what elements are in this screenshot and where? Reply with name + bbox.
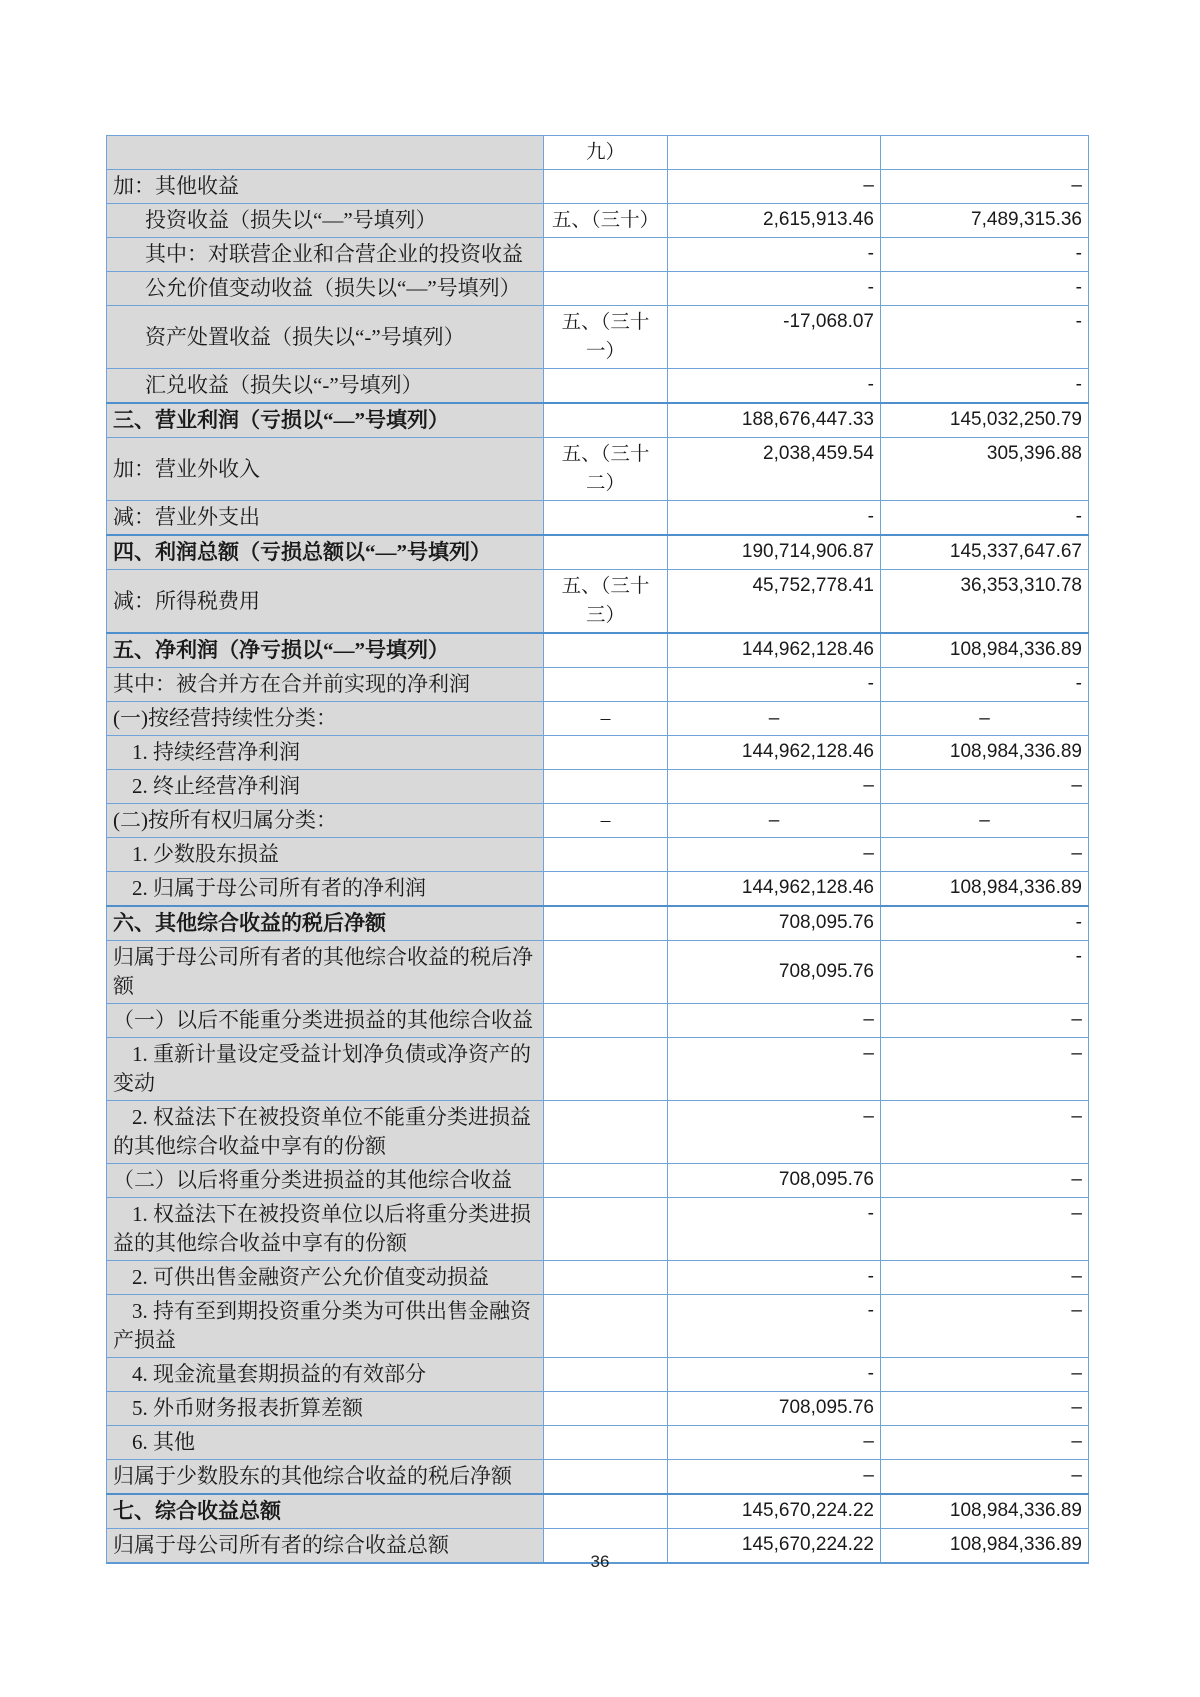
item-label-cell: 2. 归属于母公司所有者的净利润 (107, 872, 544, 907)
current-period-amount-cell: – (668, 770, 881, 804)
current-period-amount-cell: – (668, 1460, 881, 1495)
table-row (107, 770, 1089, 804)
prior-period-amount-cell: – (881, 170, 1089, 204)
prior-period-amount-cell: 305,396.88 (881, 438, 1089, 501)
prior-period-amount-cell: - (881, 306, 1089, 369)
table-row (107, 570, 1089, 634)
prior-period-amount-cell: – (881, 1004, 1089, 1038)
item-label-cell: 3. 持有至到期投资重分类为可供出售金融资产损益 (107, 1295, 544, 1358)
item-label-cell: 投资收益（损失以“—”号填列） (107, 204, 544, 238)
prior-period-amount-cell: 108,984,336.89 (881, 1529, 1089, 1564)
item-label-cell: 2. 权益法下在被投资单位不能重分类进损益的其他综合收益中享有的份额 (107, 1101, 544, 1164)
item-label-cell: 加：其他收益 (107, 170, 544, 204)
current-period-amount-cell: - (668, 272, 881, 306)
prior-period-amount-cell: - (881, 668, 1089, 702)
note-reference-cell (544, 238, 668, 272)
item-label-cell: (一)按经营持续性分类： (107, 702, 544, 736)
item-label-cell: 归属于母公司所有者的综合收益总额 (107, 1529, 544, 1564)
note-reference-cell (544, 770, 668, 804)
item-label-cell: 5. 外币财务报表折算差额 (107, 1392, 544, 1426)
current-period-amount-cell: – (668, 170, 881, 204)
item-label-cell: 1. 少数股东损益 (107, 838, 544, 872)
table-row (107, 1295, 1089, 1358)
prior-period-amount-cell: – (881, 1198, 1089, 1261)
current-period-amount-cell: 2,038,459.54 (668, 438, 881, 501)
item-label-cell: 1. 持续经营净利润 (107, 736, 544, 770)
current-period-amount-cell: 708,095.76 (668, 941, 881, 1004)
current-period-amount-cell: 145,670,224.22 (668, 1494, 881, 1529)
table-row (107, 1038, 1089, 1101)
current-period-amount-cell: – (668, 1101, 881, 1164)
note-reference-cell (544, 1101, 668, 1164)
note-reference-cell (544, 369, 668, 404)
table-row (107, 1494, 1089, 1529)
table-row (107, 204, 1089, 238)
item-label-cell: 公允价值变动收益（损失以“—”号填列） (107, 272, 544, 306)
item-label-cell: 1. 重新计量设定受益计划净负债或净资产的变动 (107, 1038, 544, 1101)
note-reference-cell (544, 1004, 668, 1038)
prior-period-amount-cell: 145,337,647.67 (881, 535, 1089, 570)
note-reference-cell (544, 838, 668, 872)
item-label-cell: 五、净利润（净亏损以“—”号填列） (107, 633, 544, 668)
income-statement-body (107, 136, 1089, 1564)
item-label-cell: 汇兑收益（损失以“-”号填列） (107, 369, 544, 404)
current-period-amount-cell: – (668, 702, 881, 736)
item-label-cell: 2. 可供出售金融资产公允价值变动损益 (107, 1261, 544, 1295)
prior-period-amount-cell: - (881, 238, 1089, 272)
table-row (107, 1426, 1089, 1460)
prior-period-amount-cell: - (881, 941, 1089, 1004)
note-reference-cell (544, 1426, 668, 1460)
table-row (107, 906, 1089, 941)
prior-period-amount-cell: - (881, 369, 1089, 404)
note-reference-cell (544, 170, 668, 204)
table-row (107, 872, 1089, 907)
item-label-cell: 归属于母公司所有者的其他综合收益的税后净额 (107, 941, 544, 1004)
note-reference-cell (544, 1392, 668, 1426)
item-label-cell: （一）以后不能重分类进损益的其他综合收益 (107, 1004, 544, 1038)
item-label-cell (107, 136, 544, 170)
note-reference-cell (544, 535, 668, 570)
table-row (107, 238, 1089, 272)
note-reference-cell (544, 906, 668, 941)
prior-period-amount-cell (881, 136, 1089, 170)
current-period-amount-cell: - (668, 501, 881, 536)
note-reference-cell (544, 1460, 668, 1495)
note-reference-cell (544, 272, 668, 306)
prior-period-amount-cell: 108,984,336.89 (881, 872, 1089, 907)
prior-period-amount-cell: 7,489,315.36 (881, 204, 1089, 238)
item-label-cell: 1. 权益法下在被投资单位以后将重分类进损益的其他综合收益中享有的份额 (107, 1198, 544, 1261)
note-reference-cell: 九） (544, 136, 668, 170)
prior-period-amount-cell: – (881, 770, 1089, 804)
current-period-amount-cell: – (668, 1426, 881, 1460)
item-label-cell: (二)按所有权归属分类： (107, 804, 544, 838)
current-period-amount-cell: -17,068.07 (668, 306, 881, 369)
table-row (107, 1198, 1089, 1261)
prior-period-amount-cell: – (881, 1101, 1089, 1164)
note-reference-cell (544, 1038, 668, 1101)
table-row (107, 170, 1089, 204)
prior-period-amount-cell: 108,984,336.89 (881, 633, 1089, 668)
item-label-cell: （二）以后将重分类进损益的其他综合收益 (107, 1164, 544, 1198)
prior-period-amount-cell: – (881, 1038, 1089, 1101)
note-reference-cell (544, 1494, 668, 1529)
item-label-cell: 七、综合收益总额 (107, 1494, 544, 1529)
table-row (107, 702, 1089, 736)
note-reference-cell: 五、（三十） (544, 204, 668, 238)
table-row (107, 736, 1089, 770)
current-period-amount-cell: - (668, 1261, 881, 1295)
income-statement-table (106, 135, 1089, 1564)
item-label-cell: 其中：对联营企业和合营企业的投资收益 (107, 238, 544, 272)
table-row (107, 438, 1089, 501)
current-period-amount-cell: - (668, 668, 881, 702)
current-period-amount-cell: - (668, 1295, 881, 1358)
prior-period-amount-cell: – (881, 1358, 1089, 1392)
table-row (107, 1004, 1089, 1038)
item-label-cell: 6. 其他 (107, 1426, 544, 1460)
table-row (107, 804, 1089, 838)
current-period-amount-cell: 144,962,128.46 (668, 633, 881, 668)
note-reference-cell (544, 941, 668, 1004)
item-label-cell: 加：营业外收入 (107, 438, 544, 501)
note-reference-cell (544, 403, 668, 438)
note-reference-cell (544, 668, 668, 702)
current-period-amount-cell: 708,095.76 (668, 1392, 881, 1426)
current-period-amount-cell: - (668, 238, 881, 272)
prior-period-amount-cell: – (881, 702, 1089, 736)
table-row (107, 1358, 1089, 1392)
page-number: 36 (590, 1552, 610, 1571)
prior-period-amount-cell: 108,984,336.89 (881, 736, 1089, 770)
prior-period-amount-cell: - (881, 272, 1089, 306)
table-row (107, 369, 1089, 404)
item-label-cell: 三、营业利润（亏损以“—”号填列） (107, 403, 544, 438)
note-reference-cell (544, 633, 668, 668)
table-row (107, 306, 1089, 369)
current-period-amount-cell: 144,962,128.46 (668, 872, 881, 907)
current-period-amount-cell: – (668, 804, 881, 838)
note-reference-cell (544, 872, 668, 907)
prior-period-amount-cell: – (881, 1164, 1089, 1198)
table-row (107, 1392, 1089, 1426)
note-reference-cell (544, 1198, 668, 1261)
prior-period-amount-cell: – (881, 804, 1089, 838)
table-row (107, 403, 1089, 438)
table-row (107, 633, 1089, 668)
current-period-amount-cell: 190,714,906.87 (668, 535, 881, 570)
table-row (107, 1164, 1089, 1198)
item-label-cell: 2. 终止经营净利润 (107, 770, 544, 804)
table-row (107, 941, 1089, 1004)
item-label-cell: 归属于少数股东的其他综合收益的税后净额 (107, 1460, 544, 1495)
table-row (107, 1101, 1089, 1164)
current-period-amount-cell: - (668, 1358, 881, 1392)
note-reference-cell (544, 736, 668, 770)
current-period-amount-cell (668, 136, 881, 170)
note-reference-cell (544, 501, 668, 536)
prior-period-amount-cell: – (881, 1460, 1089, 1495)
table-row (107, 535, 1089, 570)
prior-period-amount-cell: – (881, 1295, 1089, 1358)
current-period-amount-cell: 708,095.76 (668, 906, 881, 941)
current-period-amount-cell: – (668, 1038, 881, 1101)
note-reference-cell (544, 1261, 668, 1295)
prior-period-amount-cell: 145,032,250.79 (881, 403, 1089, 438)
prior-period-amount-cell: 36,353,310.78 (881, 570, 1089, 634)
current-period-amount-cell: 188,676,447.33 (668, 403, 881, 438)
item-label-cell: 减：所得税费用 (107, 570, 544, 634)
table-row (107, 838, 1089, 872)
note-reference-cell: 五、（三十二） (544, 438, 668, 501)
table-row (107, 272, 1089, 306)
note-reference-cell: 五、（三十三） (544, 570, 668, 634)
current-period-amount-cell: 144,962,128.46 (668, 736, 881, 770)
note-reference-cell (544, 1358, 668, 1392)
current-period-amount-cell: - (668, 369, 881, 404)
prior-period-amount-cell: – (881, 1261, 1089, 1295)
prior-period-amount-cell: – (881, 838, 1089, 872)
item-label-cell: 资产处置收益（损失以“-”号填列） (107, 306, 544, 369)
table-row (107, 1261, 1089, 1295)
item-label-cell: 其中：被合并方在合并前实现的净利润 (107, 668, 544, 702)
prior-period-amount-cell: – (881, 1426, 1089, 1460)
current-period-amount-cell: – (668, 838, 881, 872)
current-period-amount-cell: - (668, 1198, 881, 1261)
item-label-cell: 六、其他综合收益的税后净额 (107, 906, 544, 941)
item-label-cell: 四、利润总额（亏损总额以“—”号填列） (107, 535, 544, 570)
note-reference-cell: 五、（三十一） (544, 306, 668, 369)
current-period-amount-cell: – (668, 1004, 881, 1038)
item-label-cell: 减：营业外支出 (107, 501, 544, 536)
table-row (107, 501, 1089, 536)
current-period-amount-cell: 45,752,778.41 (668, 570, 881, 634)
table-row (107, 136, 1089, 170)
prior-period-amount-cell: - (881, 906, 1089, 941)
note-reference-cell: – (544, 702, 668, 736)
current-period-amount-cell: 145,670,224.22 (668, 1529, 881, 1564)
prior-period-amount-cell: 108,984,336.89 (881, 1494, 1089, 1529)
prior-period-amount-cell: - (881, 501, 1089, 536)
note-reference-cell (544, 1295, 668, 1358)
prior-period-amount-cell: – (881, 1392, 1089, 1426)
current-period-amount-cell: 708,095.76 (668, 1164, 881, 1198)
table-row (107, 668, 1089, 702)
note-reference-cell (544, 1164, 668, 1198)
table-row (107, 1460, 1089, 1495)
item-label-cell: 4. 现金流量套期损益的有效部分 (107, 1358, 544, 1392)
current-period-amount-cell: 2,615,913.46 (668, 204, 881, 238)
note-reference-cell: – (544, 804, 668, 838)
